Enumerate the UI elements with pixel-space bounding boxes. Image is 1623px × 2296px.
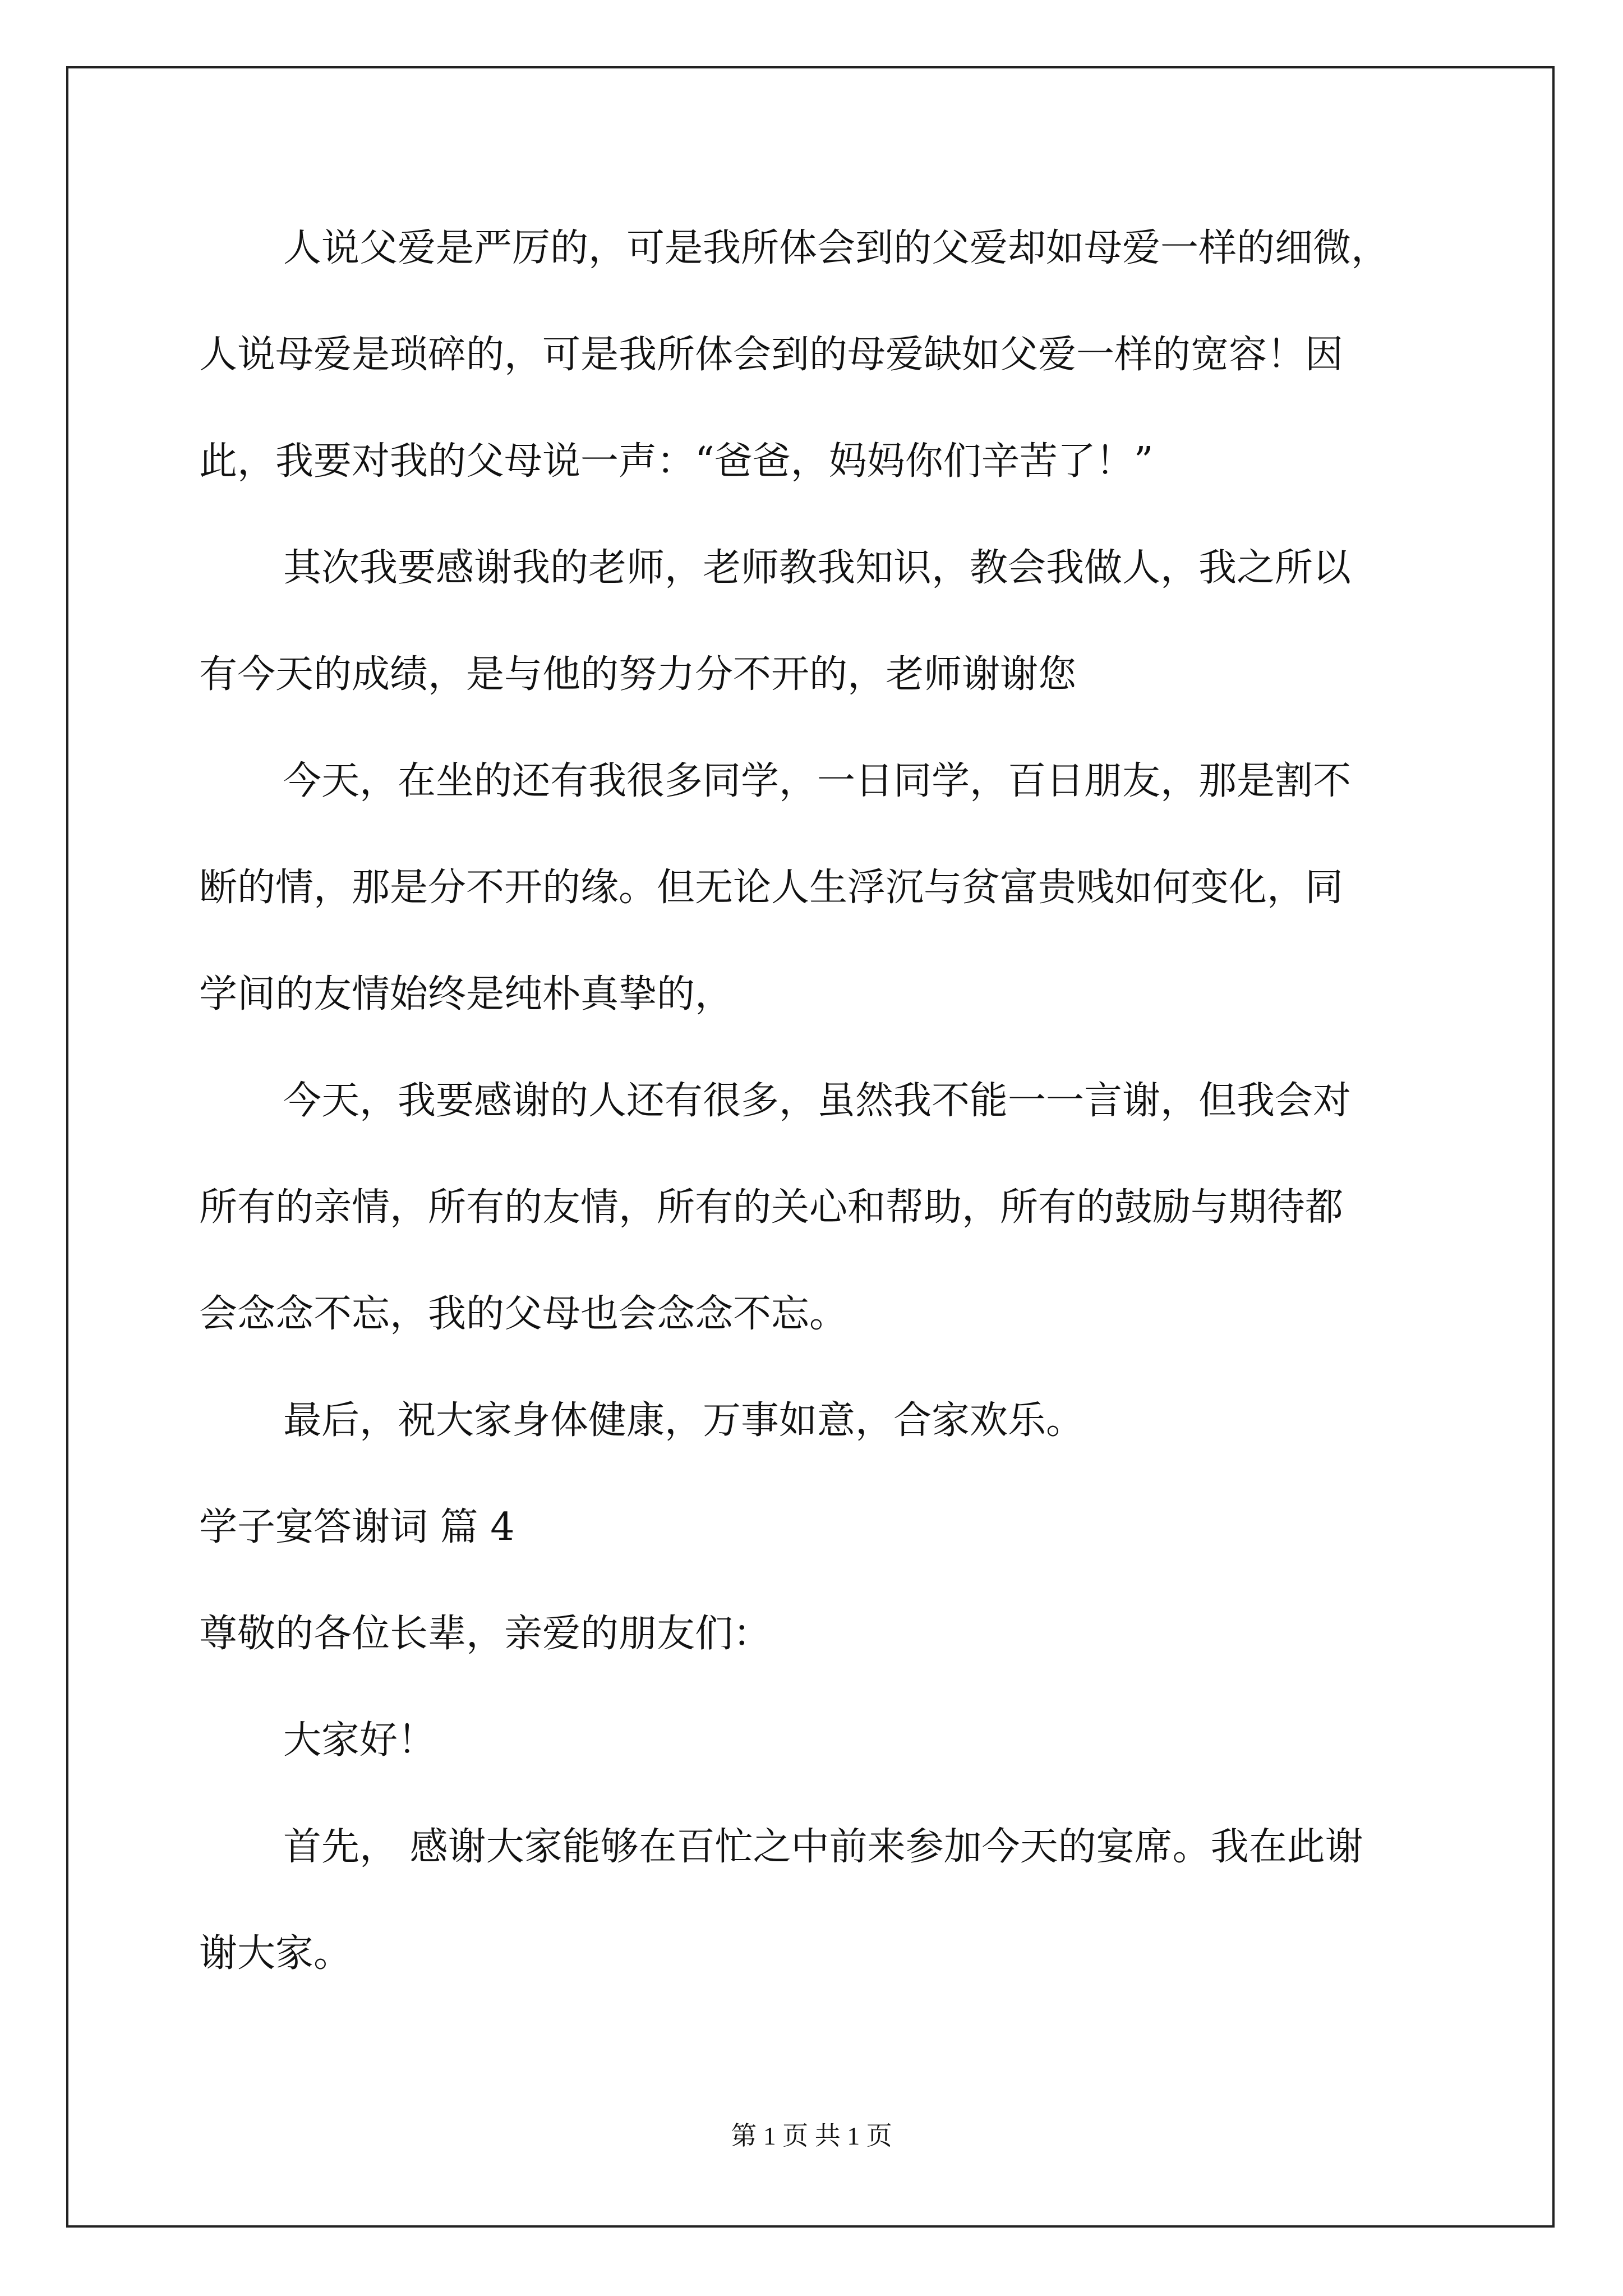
section-heading: 学子宴答谢词 篇 4: [199, 1505, 515, 1549]
paragraph-line: 其次我要感谢我的老师，老师教我知识，教会我做人，我之所以: [283, 546, 1352, 590]
paragraph-line: 断的情，那是分不开的缘。但无论人生浮沉与贫富贵贱如何变化，同: [199, 866, 1344, 910]
paragraph-line: 此，我要对我的父母说一声：“爸爸，妈妈你们辛苦了！”: [199, 439, 1154, 484]
paragraph-line: 最后，祝大家身体健康，万事如意，合家欢乐。: [283, 1398, 1085, 1443]
paragraph-line: 今天，在坐的还有我很多同学，一日同学，百日朋友，那是割不: [283, 759, 1352, 803]
paragraph-line: 首先， 感谢大家能够在百忙之中前来参加今天的宴席。我在此谢: [283, 1825, 1363, 1869]
paragraph-line: 今天，我要感谢的人还有很多，虽然我不能一一言谢，但我会对: [283, 1079, 1352, 1123]
salutation: 尊敬的各位长辈，亲爱的朋友们：: [199, 1612, 772, 1656]
page-footer: 第 1 页 共 1 页: [731, 2122, 892, 2150]
greeting: 大家好！: [283, 1718, 436, 1763]
paragraph-line: 学间的友情始终是纯朴真挚的，: [199, 972, 734, 1016]
paragraph-line: 谢大家。: [199, 1931, 352, 1976]
document-body: [199, 195, 1433, 2007]
paragraph-line: 所有的亲情，所有的友情，所有的关心和帮助，所有的鼓励与期待都: [199, 1185, 1344, 1230]
paragraph-line: 人说母爱是琐碎的，可是我所体会到的母爱缺如父爱一样的宽容！因: [199, 333, 1344, 377]
paragraph-line: 有今天的成绩，是与他的努力分不开的，老师谢谢您: [199, 652, 1077, 697]
paragraph-line: 人说父爱是严厉的，可是我所体会到的父爱却如母爱一样的细微，: [283, 226, 1390, 270]
paragraph-line: 会念念不忘，我的父母也会念念不忘。: [199, 1292, 848, 1336]
